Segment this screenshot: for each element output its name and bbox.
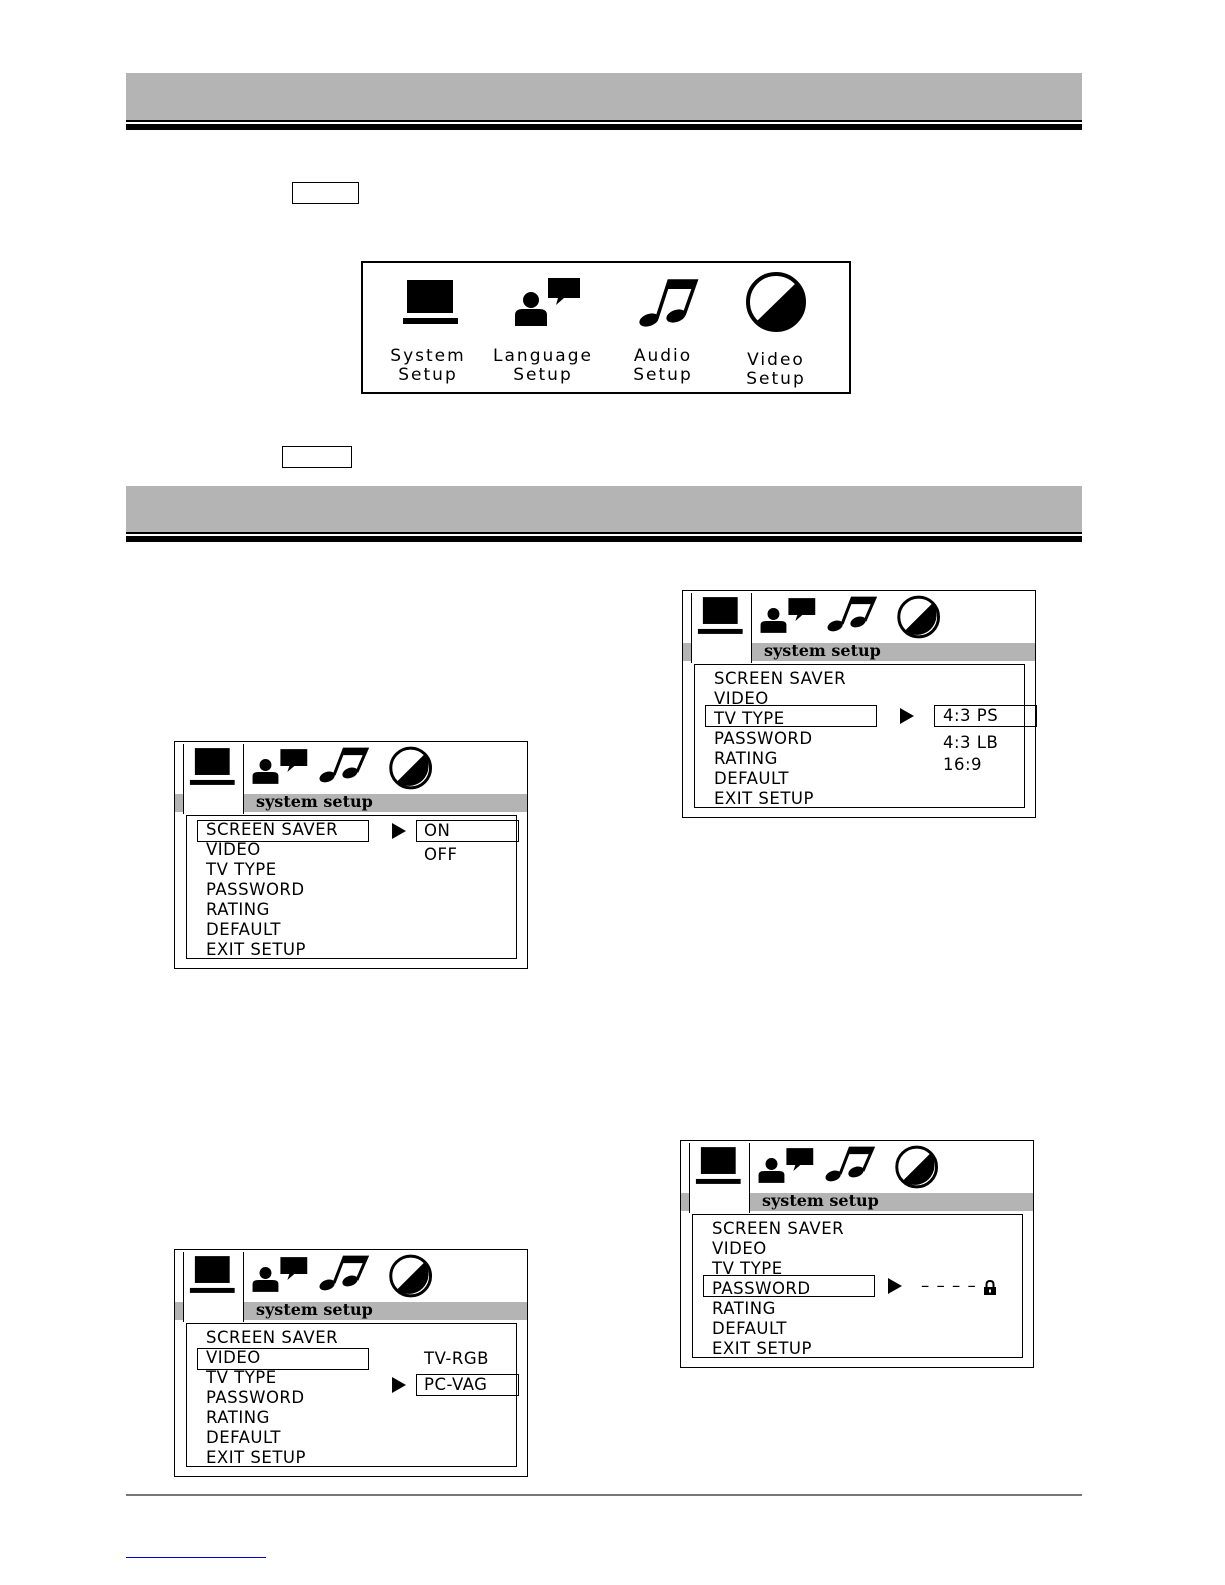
osd-menu-item[interactable]: VIDEO <box>712 1239 767 1258</box>
osd-tab-icons <box>175 1250 527 1302</box>
music-note-icon <box>623 271 703 329</box>
menu-label: Audio Setup <box>633 346 693 385</box>
osd-title: system setup <box>764 641 881 660</box>
osd-password <box>680 1140 1034 1368</box>
section-header-rule-thick <box>126 124 1082 130</box>
osd-menu-item[interactable]: SCREEN SAVER <box>206 820 339 839</box>
osd-menu-item[interactable]: EXIT SETUP <box>206 940 306 959</box>
osd-menu-item[interactable]: VIDEO <box>206 1348 261 1367</box>
person-speech-icon <box>498 271 588 329</box>
osd-menu-item[interactable]: EXIT SETUP <box>714 789 814 808</box>
osd-menu-item[interactable]: TV TYPE <box>712 1259 783 1278</box>
section-header-rule <box>126 120 1082 122</box>
osd-title: system setup <box>256 1300 373 1319</box>
setup-key-box <box>282 446 352 468</box>
osd-option-4-3-ps[interactable]: 4:3 PS <box>943 706 999 725</box>
lock-icon <box>983 1280 997 1296</box>
osd-menu-panel <box>692 1214 1023 1358</box>
osd-menu-item[interactable]: RATING <box>714 749 778 768</box>
osd-title: system setup <box>256 792 373 811</box>
osd-title: system setup <box>762 1191 879 1210</box>
osd-option-4-3-lb[interactable]: 4:3 LB <box>943 733 999 752</box>
menu-item-system-setup[interactable] <box>373 271 483 385</box>
menu-label: System Setup <box>390 346 466 385</box>
osd-menu-item[interactable]: DEFAULT <box>206 920 281 939</box>
menu-label: Video Setup <box>746 350 806 389</box>
osd-menu-item[interactable]: TV TYPE <box>206 860 277 879</box>
osd-menu-item[interactable]: RATING <box>712 1299 776 1318</box>
right-arrow-icon <box>392 823 406 839</box>
menu-label: Language Setup <box>493 346 593 385</box>
osd-option-16-9[interactable]: 16:9 <box>943 755 983 774</box>
right-arrow-icon <box>392 1377 406 1393</box>
osd-option-pc-vag[interactable]: PC-VAG <box>424 1375 488 1394</box>
menu-item-video-setup[interactable] <box>721 271 831 389</box>
osd-tab-icons <box>681 1141 1033 1193</box>
right-arrow-icon <box>900 708 914 724</box>
menu-item-language-setup[interactable] <box>488 271 598 385</box>
osd-menu-item[interactable]: PASSWORD <box>714 729 813 748</box>
osd-screen-saver <box>174 741 528 969</box>
osd-option-tv-rgb[interactable]: TV-RGB <box>424 1349 489 1368</box>
osd-menu-item[interactable]: DEFAULT <box>714 769 789 788</box>
osd-menu-item[interactable]: PASSWORD <box>206 880 305 899</box>
setup-menu-bar <box>361 261 851 394</box>
osd-menu-item[interactable]: DEFAULT <box>712 1319 787 1338</box>
osd-menu-panel <box>186 1323 517 1467</box>
osd-menu-item[interactable]: PASSWORD <box>206 1388 305 1407</box>
osd-menu-item[interactable]: EXIT SETUP <box>712 1339 812 1358</box>
osd-menu-panel <box>186 815 517 959</box>
osd-menu-item[interactable]: VIDEO <box>206 840 261 859</box>
osd-menu-item[interactable]: VIDEO <box>714 689 769 708</box>
section-header-rule <box>126 532 1082 534</box>
section-header-band <box>126 73 1082 120</box>
osd-menu-item[interactable]: RATING <box>206 900 270 919</box>
osd-menu-item[interactable]: TV TYPE <box>206 1368 277 1387</box>
password-field[interactable]: – – – – <box>921 1276 977 1295</box>
section-header-band <box>126 486 1082 532</box>
osd-menu-item[interactable]: DEFAULT <box>206 1428 281 1447</box>
osd-menu-item[interactable]: RATING <box>206 1408 270 1427</box>
osd-tv-type <box>682 590 1036 818</box>
video-circle-icon <box>741 271 811 333</box>
osd-menu-item[interactable]: SCREEN SAVER <box>712 1219 845 1238</box>
footer-rule <box>126 1494 1082 1496</box>
osd-tab-icons <box>175 742 527 794</box>
footer-link-underline[interactable] <box>126 1557 266 1558</box>
osd-option-on[interactable]: ON <box>424 821 451 840</box>
osd-option-off[interactable]: OFF <box>424 845 458 864</box>
osd-menu-item[interactable]: SCREEN SAVER <box>714 669 847 688</box>
right-arrow-icon <box>888 1278 902 1294</box>
section-header-rule-thick <box>126 536 1082 542</box>
setup-key-box <box>292 182 359 204</box>
osd-tab-icons <box>683 591 1035 643</box>
osd-menu-item[interactable]: TV TYPE <box>714 709 785 728</box>
osd-menu-panel <box>694 664 1025 808</box>
osd-video <box>174 1249 528 1477</box>
osd-menu-item[interactable]: EXIT SETUP <box>206 1448 306 1467</box>
monitor-icon <box>393 271 463 329</box>
osd-menu-item[interactable]: SCREEN SAVER <box>206 1328 339 1347</box>
osd-menu-item[interactable]: PASSWORD <box>712 1279 811 1298</box>
menu-item-audio-setup[interactable] <box>608 271 718 385</box>
